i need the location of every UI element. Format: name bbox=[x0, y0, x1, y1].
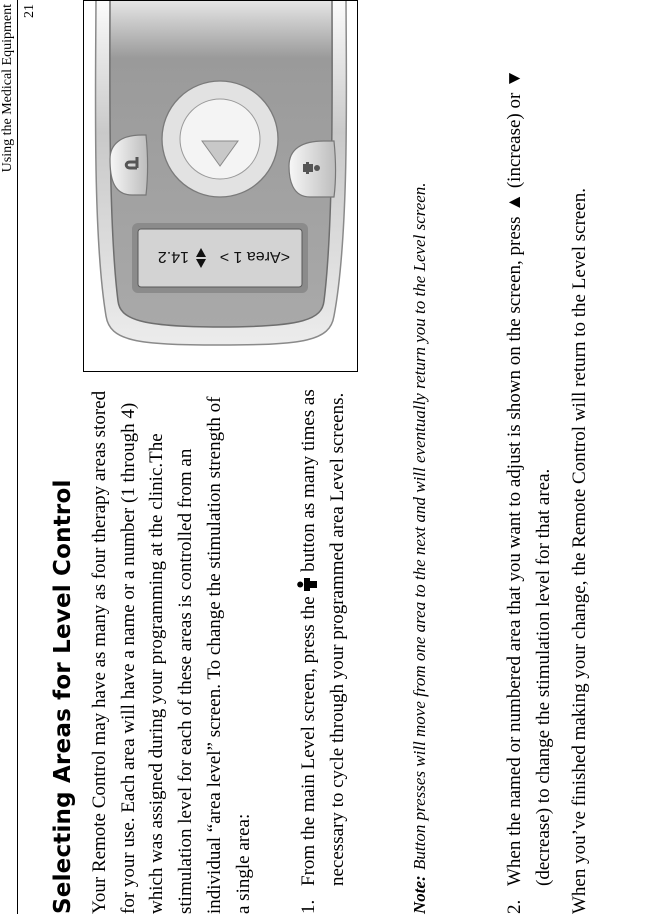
step-text-part: button as many times as necessary to cycle through your programmed area Level screens. bbox=[298, 389, 348, 886]
lcd-level-value: 14.2 bbox=[157, 248, 189, 265]
page-number: 21 bbox=[22, 4, 37, 18]
closing-paragraph: When you’ve finished making your change, the Remote Control will return to the Level screen. bbox=[569, 187, 590, 914]
person-icon bbox=[297, 577, 317, 592]
step-text: When the named or numbered area that you want to adjust is shown on the screen, press ▲ (increase) or ▼ (decrease) to change the stimulation level for that area. bbox=[504, 69, 554, 886]
step-2 bbox=[500, 4, 558, 914]
intro-paragraph: Your Remote Control may have as many as four therapy areas stored for your use. Each area will have a name or a number (1 through 4) which was assigned during your programming at the clinic.The stimulation level for each of these areas is controlled from an individual “area level” screen. To change the stimulation strength of a single area: bbox=[89, 390, 254, 914]
note-label: Note: bbox=[410, 875, 429, 914]
running-head: Using the Medical Equipment bbox=[0, 4, 15, 173]
remote-control-figure bbox=[83, 0, 358, 372]
step-number: 1. bbox=[298, 899, 319, 914]
step-text-part: From the main Level screen, press the bbox=[298, 591, 319, 886]
lcd-area-label: <Area 1 > bbox=[219, 248, 290, 265]
step-text bbox=[295, 374, 352, 886]
header-rule bbox=[17, 0, 18, 914]
navigation-pad-icon bbox=[162, 81, 278, 197]
p-button bbox=[110, 135, 148, 195]
note-text: Button presses will move from one area to the next and will eventually return you to the Level screen. bbox=[410, 182, 429, 870]
step-1 bbox=[295, 374, 352, 914]
note bbox=[407, 4, 433, 914]
step-number: 2. bbox=[504, 899, 525, 914]
remote-control-illustration bbox=[84, 1, 357, 371]
section-heading: Selecting Areas for Level Control bbox=[50, 479, 76, 914]
